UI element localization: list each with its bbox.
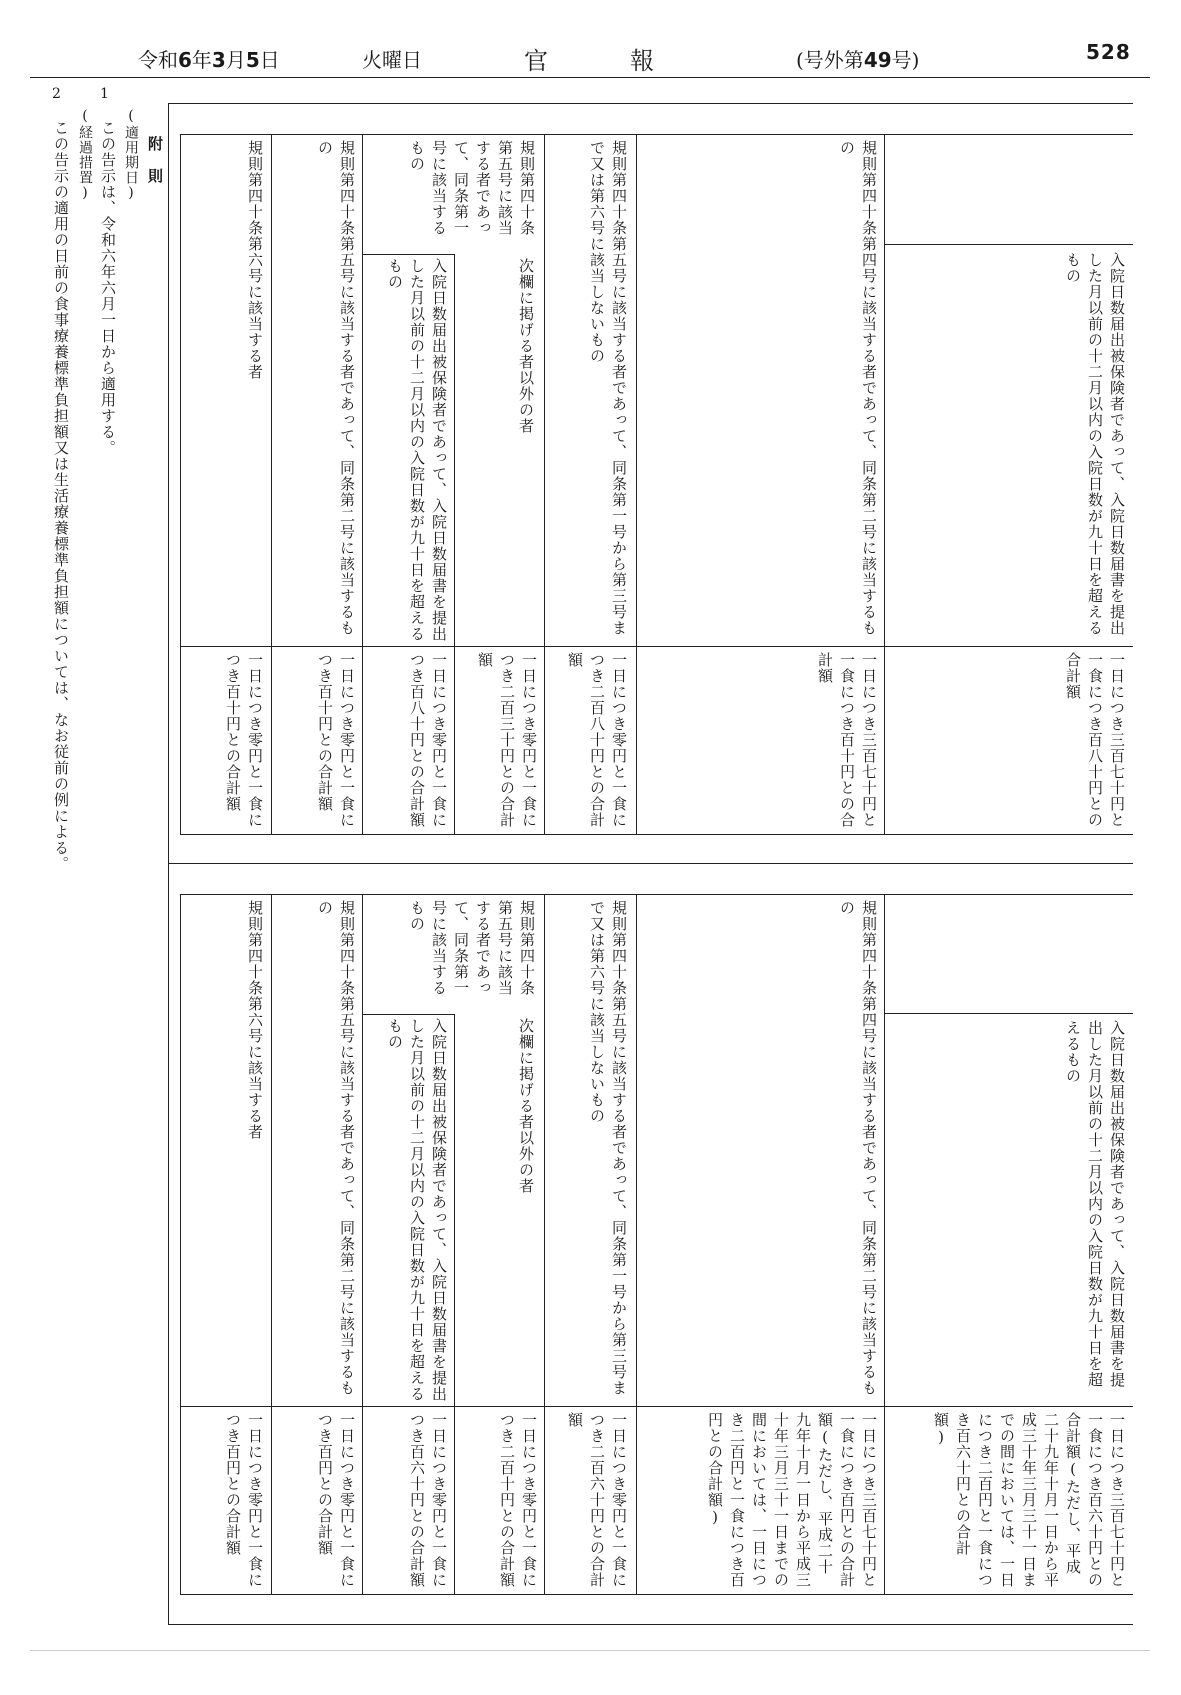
tb-c5-cond: 規則第四十条第五号に該当する者であって、同条第二号に該当するもの [316, 900, 356, 1396]
tt-c5-amount: 一日につき零円と一食につき百十円との合計額 [316, 652, 356, 828]
tt-split-line [180, 646, 1133, 647]
header-issue: (号外第49号) [796, 48, 920, 72]
tb-v2 [271, 894, 272, 1594]
tb-c3-amount: 一日につき零円と一食につき二百六十円との合計額 [566, 1412, 628, 1588]
tt-v4 [454, 254, 455, 834]
tb-top-border [180, 894, 1133, 895]
tb-v1 [180, 894, 181, 1594]
tb-c4-head: 規則第四十条第五号に該当する者であって、同条第一号に該当するもの [408, 900, 536, 996]
tb-c2-cond: 規則第四十条第四号に該当する者であって、同条第二号に該当するもの [838, 900, 878, 1396]
tt-c5-cond: 規則第四十条第五号に該当する者であって、同条第二号に該当するもの [316, 140, 356, 636]
header-weekday: 火曜日 [362, 48, 422, 72]
tt-c2-cond: 規則第四十条第四号に該当する者であって、同条第二号に該当するもの [838, 140, 878, 636]
tt-c3-amount: 一日につき零円と一食につき二百八十円との合計額 [566, 652, 628, 828]
tt-c3-cond: 規則第四十条第五号に該当する者であって、同条第一号から第三号まで又は第六号に該当しないもの [588, 140, 628, 636]
tt-c6-cond: 規則第四十条第六号に該当する者 [246, 140, 264, 380]
tt-c4-sub1: 次欄に掲げる者以外の者 [517, 258, 535, 434]
tt-v5 [544, 134, 545, 834]
tb-c5-amount: 一日につき零円と一食につき百円との合計額 [316, 1412, 356, 1588]
item1-caption: (適用期日) [123, 108, 139, 202]
tb-v4 [454, 1014, 455, 1594]
tt-top-border [180, 134, 1133, 135]
tt-c1-upper: 入院日数届出被保険者であって、入院日数届書を提出した月以前の十二月以内の入院日数が九十日を超えるもの [1064, 252, 1126, 636]
tb-v6 [636, 894, 637, 1594]
tt-v6 [636, 134, 637, 834]
item2-text: この告示の適用の日前の食事療養標準負担額又は生活療養標準負担額については、なお従前の例による。 [52, 120, 70, 872]
header-title-po: 報 [630, 47, 654, 75]
footer-rule [30, 1650, 1150, 1651]
tt-v1 [180, 134, 181, 834]
tt-c1-inner [884, 244, 1133, 245]
outer-frame-mid-a [168, 863, 1133, 864]
tt-c4-head: 規則第四十条第五号に該当する者であって、同条第一号に該当するもの [408, 140, 536, 236]
tt-c6-amount: 一日につき零円と一食につき百十円との合計額 [224, 652, 264, 828]
header-rule [30, 77, 1150, 78]
tb-c1-amount: 一日につき三百七十円と一食につき百六十円との合計額(ただし、平成二十九年十月一日から平成三十年三月三十一日までの間においては、一日につき二百円と一食につき百六十円との合計額) [932, 1412, 1126, 1588]
outer-frame-top [168, 103, 1133, 104]
tt-v2 [271, 134, 272, 834]
tt-c2-amount: 一日につき三百七十円と一食につき百十円との合計額 [816, 652, 878, 828]
tb-c6-amount: 一日につき零円と一食につき百円との合計額 [224, 1412, 264, 1588]
header-title-kan: 官 [524, 47, 548, 75]
tb-c4-inner [362, 1014, 454, 1015]
tb-c6-cond: 規則第四十条第六号に該当する者 [246, 900, 264, 1140]
supplementary-heading: 附 則 [146, 136, 164, 184]
tt-c4-sub2-amount: 一日につき零円と一食につき百八十円との合計額 [408, 652, 448, 828]
tb-v5 [544, 894, 545, 1594]
tt-c4-sub1-amount: 一日につき零円と一食につき二百三十円との合計額 [476, 652, 538, 828]
item1-text: この告示は、令和六年六月一日から適用する。 [99, 120, 117, 456]
tb-c4-sub1-amount: 一日につき零円と一食につき二百十円との合計額 [498, 1412, 538, 1588]
margin-number-1: 1 [100, 86, 109, 102]
tb-c4-sub2-amount: 一日につき零円と一食につき百六十円との合計額 [408, 1412, 448, 1588]
tb-bottom-border [180, 1594, 1133, 1595]
tb-c4-sub2: 入院日数届出被保険者であって、入院日数届書を提出した月以前の十二月以内の入院日数が九十日を超えるもの [386, 1018, 448, 1402]
tb-c2-amount: 一日につき三百七十円と一食につき百円との合計額(ただし、平成二十九年十月一日から平成三十年三月三十一日までの間においては、一日につき二百円と一食につき百円との合計額) [706, 1412, 878, 1588]
tt-v3 [362, 134, 363, 834]
tb-c4-sub1: 次欄に掲げる者以外の者 [517, 1018, 535, 1194]
tb-v7 [884, 894, 885, 1594]
tb-c1-upper: 入院日数届出被保険者であって、入院日数届書を提出した月以前の十二月以内の入院日数が九十日を超えるもの [1064, 1020, 1126, 1388]
page-number: 528 [1086, 40, 1131, 64]
tt-c4-inner [362, 254, 454, 255]
tt-c4-sub2: 入院日数届出被保険者であって、入院日数届書を提出した月以前の十二月以内の入院日数が九十日を超えるもの [386, 258, 448, 642]
margin-number-2: 2 [52, 86, 61, 102]
tb-c3-cond: 規則第四十条第五号に該当する者であって、同条第一号から第三号まで又は第六号に該当しないもの [588, 900, 628, 1396]
tt-bottom-border [180, 834, 1133, 835]
tt-c1-amount: 一日につき三百七十円と一食につき百八十円との合計額 [1064, 652, 1126, 828]
tb-c1-inner [884, 1013, 1133, 1014]
outer-frame-bottom [168, 1624, 1133, 1625]
tt-v7 [884, 134, 885, 834]
tb-v3 [362, 894, 363, 1594]
header-date: 令和6年3月5日 [138, 48, 280, 72]
item2-caption: (経過措置) [77, 108, 93, 202]
tb-split-line [180, 1406, 1133, 1407]
